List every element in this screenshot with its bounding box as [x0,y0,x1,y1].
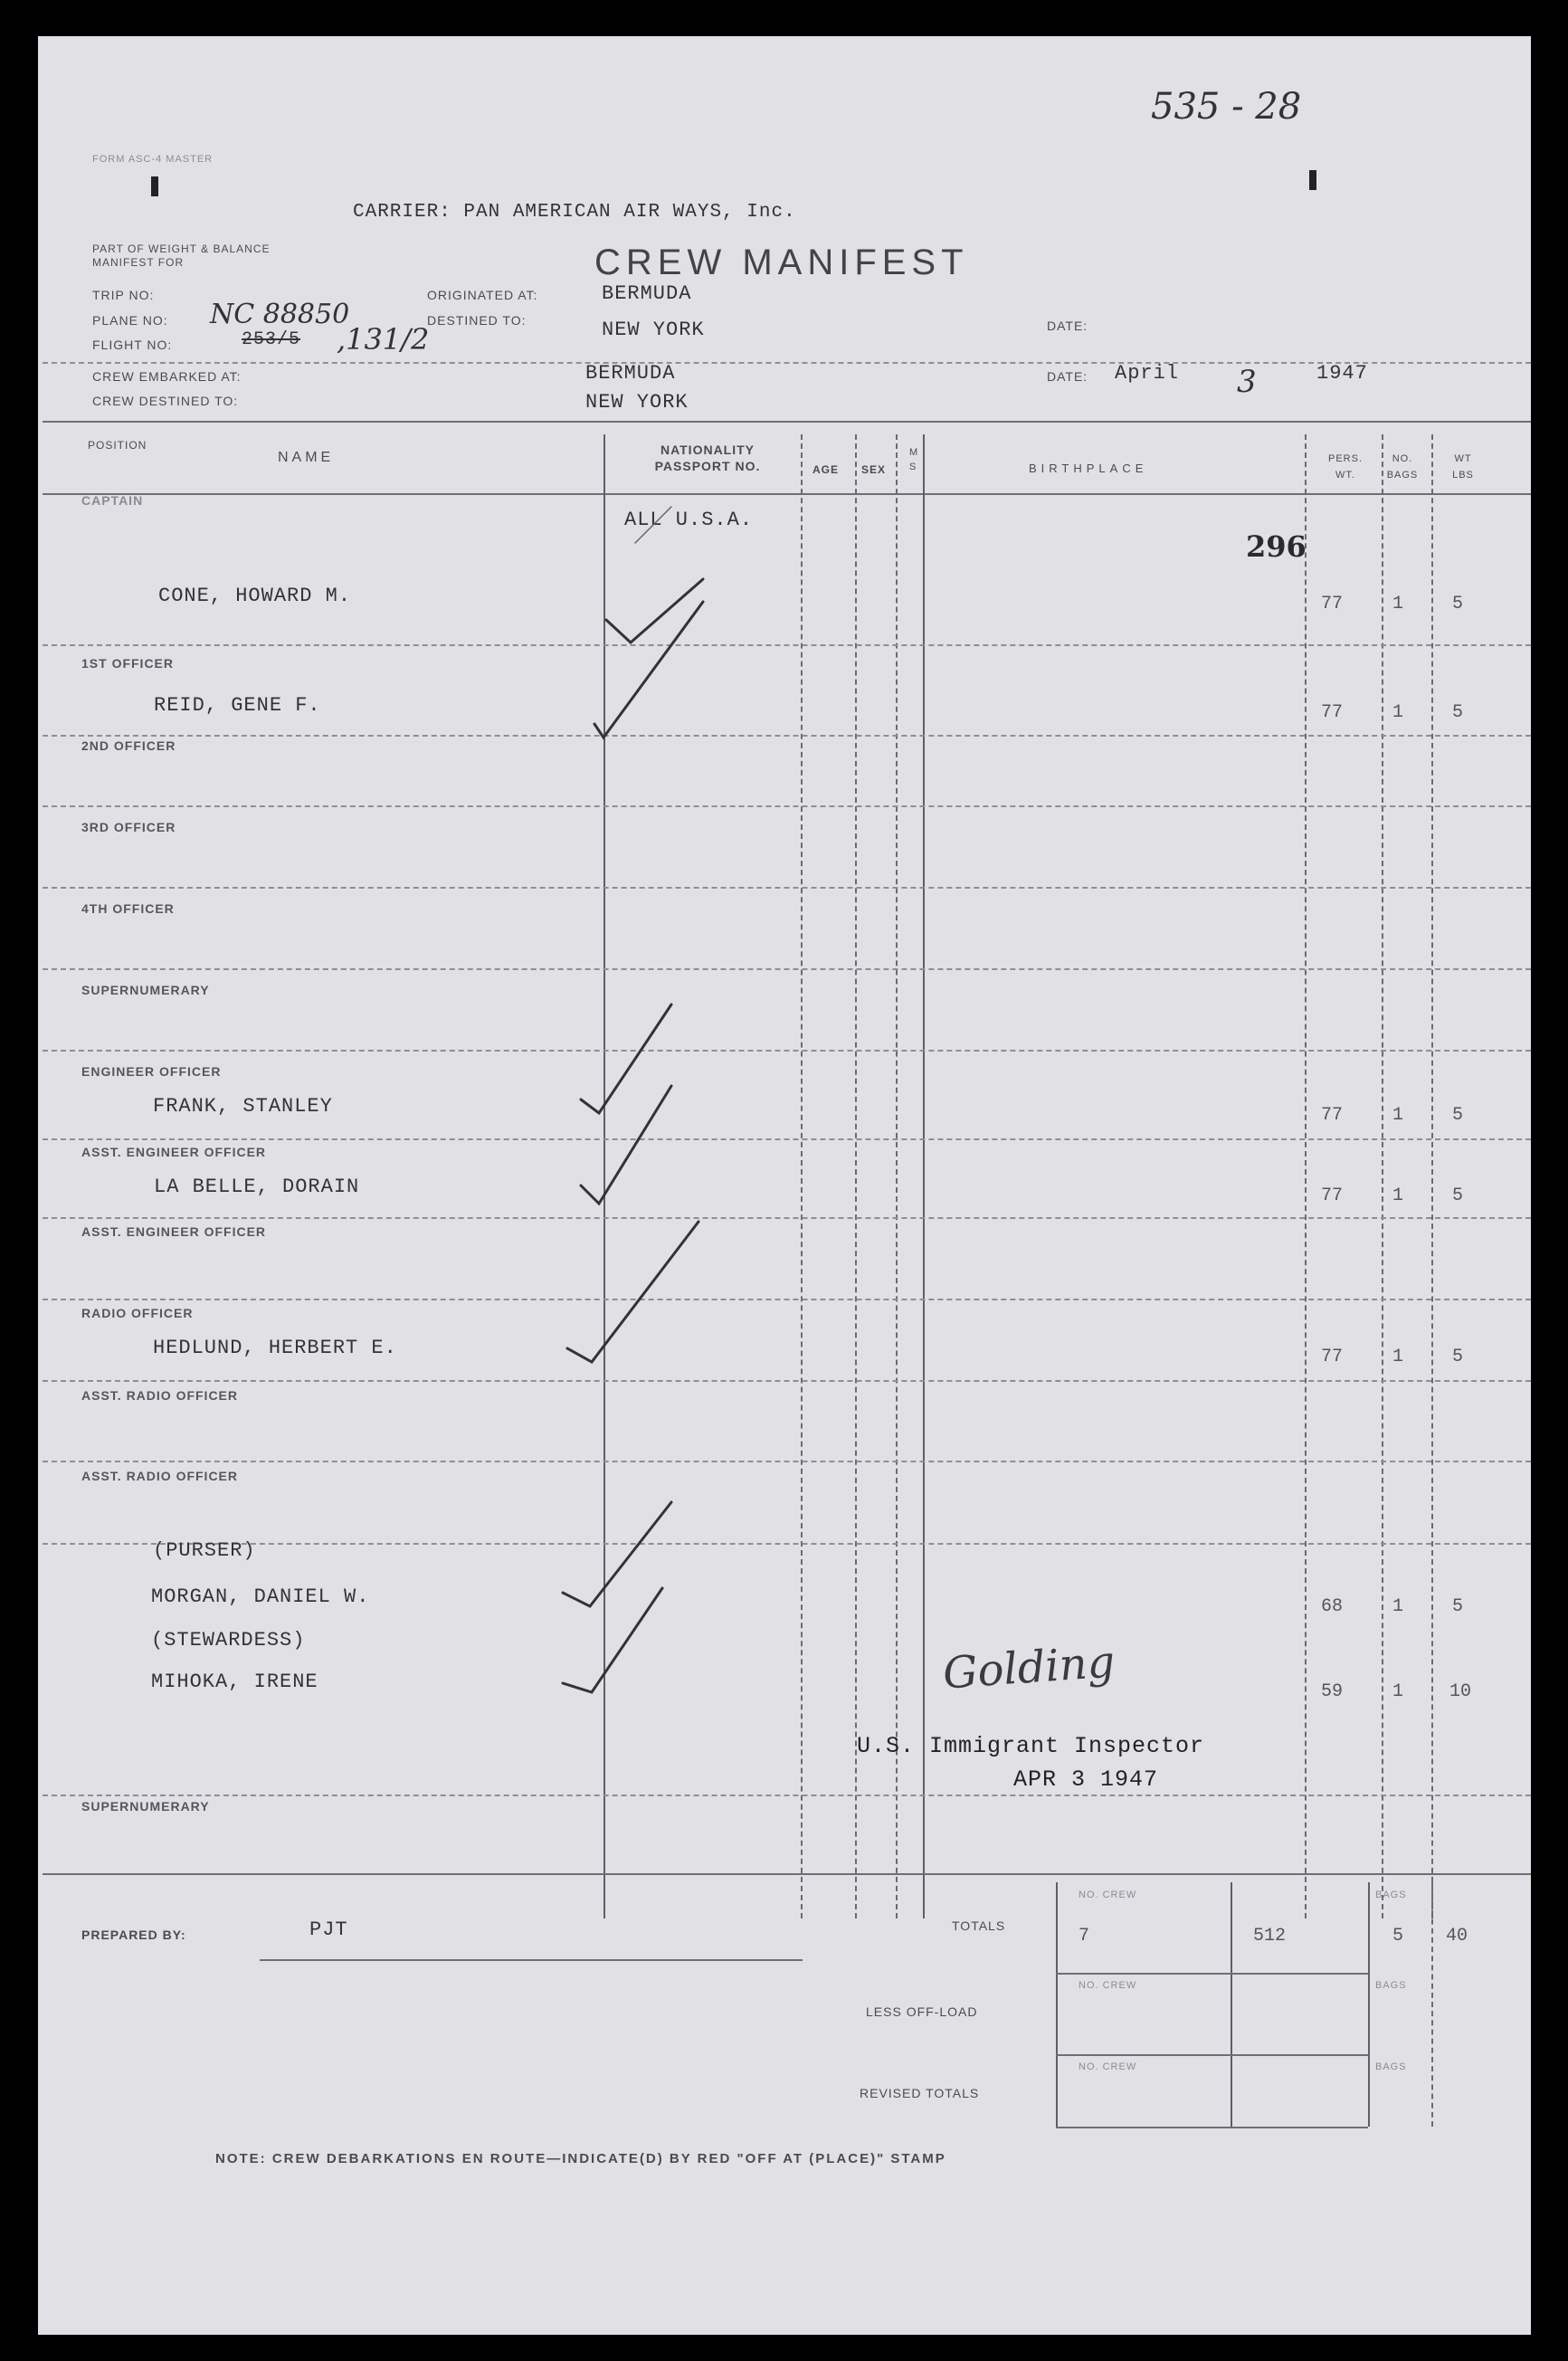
destined-value: NEW YORK [602,319,705,341]
punch-mark-right [1309,170,1316,190]
section-asst-engineer-1: ASST. ENGINEER OFFICER [81,1145,267,1159]
crew-embarked-label: CREW EMBARKED AT: [92,369,242,384]
row-divider-13 [43,1795,1531,1796]
crew-bags-2: 1 [1392,702,1404,723]
section-third-officer: 3RD OFFICER [81,820,176,834]
crew-name-6: MORGAN, DANIEL W. [151,1585,370,1608]
row-divider-3 [43,805,1531,807]
crew-name-5: HEDLUND, HERBERT E. [153,1337,397,1359]
col-bag-wt: WT LBS [1452,453,1474,481]
header-divider-1 [43,362,1531,364]
section-radio-officer: RADIO OFFICER [81,1306,194,1320]
col-ms: M S [909,447,919,472]
crew-wt-3: 77 [1321,1105,1344,1126]
totals-row-divider-1 [1056,1973,1368,1975]
totals-bags-value: 5 [1392,1926,1404,1947]
section-asst-radio-1: ASST. RADIO OFFICER [81,1388,239,1403]
totals-bags-label: BAGS [1375,1890,1407,1900]
col-divider-birthplace [1305,434,1307,1918]
revised-bags-label: BAGS [1375,2061,1407,2072]
col-no-bags: NO. BAGS [1386,453,1419,481]
crew-bagwt-1: 5 [1452,594,1464,614]
crew-bagwt-5: 5 [1452,1347,1464,1367]
totals-crew-value: 7 [1079,1926,1090,1947]
row-divider-10 [43,1380,1531,1382]
prepared-by-value: PJT [309,1918,348,1941]
crew-bags-6: 1 [1392,1596,1404,1617]
crew-name-1: CONE, HOWARD M. [158,585,352,607]
crew-destined-label: CREW DESTINED TO: [92,394,239,408]
section-first-officer: 1ST OFFICER [81,656,175,671]
col-divider-wt [1382,434,1383,1918]
col-divider-sex [896,434,898,1918]
date2-day: 3 [1237,364,1257,400]
check-mark-stewardess [563,1588,662,1692]
crew-wt-1: 77 [1321,594,1344,614]
date-label: DATE: [1047,319,1088,333]
crew-wt-6: 68 [1321,1596,1344,1617]
totals-wt-value: 512 [1253,1926,1287,1947]
row-divider-9 [43,1299,1531,1300]
punch-mark-left [151,176,158,196]
check-mark-captain [606,579,703,643]
table-bottom-rule [43,1873,1531,1875]
prepared-by-label: PREPARED BY: [81,1928,186,1942]
crew-role-7: (STEWARDESS) [151,1629,306,1652]
crew-wt-5: 77 [1321,1347,1344,1367]
crew-bagwt-7: 10 [1449,1681,1472,1702]
crew-bags-7: 1 [1392,1681,1404,1702]
check-mark-purser [563,1502,671,1606]
flight-no-struck: 253/5 [242,329,301,350]
crew-role-6: (PURSER) [153,1539,256,1562]
crew-wt-2: 77 [1321,702,1344,723]
crew-bags-1: 1 [1392,594,1404,614]
crew-bags-4: 1 [1392,1185,1404,1206]
crew-bags-5: 1 [1392,1347,1404,1367]
col-name: NAME [278,450,335,465]
section-captain: CAPTAIN [81,493,144,508]
crew-destined-value: NEW YORK [585,391,689,414]
offload-bags-label: BAGS [1375,1980,1407,1991]
col-sex: SEX [861,463,887,476]
section-fourth-officer: 4TH OFFICER [81,901,175,916]
col-divider-bags [1431,434,1433,1918]
page-title: CREW MANIFEST [594,243,969,282]
check-mark-asst-engineer [581,1086,671,1204]
footer-note: NOTE: CREW DEBARKATIONS EN ROUTE—INDICATE(D) BY RED "OFF AT (PLACE)" STAMP [215,2151,946,2166]
originated-value: BERMUDA [602,282,692,305]
nationality-all: ALL U.S.A. [624,509,754,531]
plane-no-value: NC 88850 [210,299,350,330]
totals-row-divider-3 [1056,2127,1368,2128]
crew-name-2: REID, GENE F. [154,694,321,717]
row-divider-11 [43,1461,1531,1462]
col-birthplace: BIRTHPLACE [1029,462,1148,475]
col-divider-nationality [801,434,803,1918]
inspector-signature: Golding [941,1636,1117,1699]
prepared-by-underline [260,1959,803,1961]
row-divider-6 [43,1050,1531,1052]
totals-box-left [1056,1882,1058,2127]
totals-row-divider-2 [1056,2054,1368,2056]
crew-name-7: MIHOKA, IRENE [151,1671,318,1693]
flight-no-value: ,131/2 [337,322,430,357]
crew-bagwt-3: 5 [1452,1105,1464,1126]
totals-crew-label: NO. CREW [1079,1890,1137,1900]
row-divider-12 [43,1543,1531,1545]
row-divider-7 [43,1138,1531,1140]
date2-month: April [1115,362,1180,385]
row-divider-4 [43,887,1531,889]
stamp-number: 296 [1246,529,1307,564]
flight-no-label: FLIGHT NO: [92,338,173,352]
crew-wt-7: 59 [1321,1681,1344,1702]
header-divider-2 [43,421,1531,423]
row-divider-2 [43,735,1531,737]
check-mark-radio [567,1222,698,1362]
section-engineer-officer: ENGINEER OFFICER [81,1064,222,1079]
crew-name-4: LA BELLE, DORAIN [154,1176,360,1198]
handwritten-number: 535 - 28 [1151,86,1302,128]
crew-wt-4: 77 [1321,1185,1344,1206]
crew-bags-3: 1 [1392,1105,1404,1126]
col-divider-name [603,434,605,1918]
crew-embarked-value: BERMUDA [585,362,676,385]
date2-year: 1947 [1316,362,1368,385]
crew-bagwt-6: 5 [1452,1596,1464,1617]
inspector-stamp-date: APR 3 1947 [1013,1766,1159,1793]
section-second-officer: 2ND OFFICER [81,738,176,753]
col-pers-wt: PERS. WT. [1327,453,1363,481]
destined-label: DESTINED TO: [427,313,527,328]
row-divider-5 [43,968,1531,970]
column-header-divider [43,493,1531,495]
crew-name-3: FRANK, STANLEY [153,1095,333,1118]
section-asst-engineer-2: ASST. ENGINEER OFFICER [81,1224,267,1239]
plane-no-label: PLANE NO: [92,313,168,328]
manifest-sheet [38,36,1531,2335]
crew-bagwt-4: 5 [1452,1185,1464,1206]
section-asst-radio-2: ASST. RADIO OFFICER [81,1469,239,1483]
col-divider-ms [923,434,925,1918]
col-position: POSITION [88,439,147,452]
less-offload-label: LESS OFF-LOAD [866,2004,978,2019]
totals-box-mid [1231,1882,1232,2127]
totals-label: TOTALS [952,1918,1006,1933]
check-mark-first-officer [594,602,703,738]
check-mark-engineer [581,1004,671,1113]
offload-crew-label: NO. CREW [1079,1980,1137,1991]
inspector-stamp-title: U.S. Immigrant Inspector [857,1733,1205,1759]
revised-totals-label: REVISED TOTALS [860,2086,980,2100]
part-of-weight-label: PART OF WEIGHT & BALANCE MANIFEST FOR [92,243,271,269]
form-number: FORM ASC-4 MASTER [92,154,214,165]
col-nationality: NATIONALITY PASSPORT NO. [654,443,761,473]
crew-bagwt-2: 5 [1452,702,1464,723]
originated-label: ORIGINATED AT: [427,288,538,302]
col-divider-age [855,434,857,1918]
trip-no-label: TRIP NO: [92,288,155,302]
date2-label: DATE: [1047,369,1088,384]
section-supernumerary: SUPERNUMERARY [81,983,210,997]
row-divider-1 [43,644,1531,646]
totals-box-bags [1368,1882,1370,2127]
totals-box-bagwt [1431,1882,1433,2127]
row-divider-8 [43,1217,1531,1219]
section-supernumerary-2: SUPERNUMERARY [81,1799,210,1814]
totals-bagwt-value: 40 [1446,1926,1468,1947]
carrier-line: CARRIER: PAN AMERICAN AIR WAYS, Inc. [353,202,796,223]
revised-crew-label: NO. CREW [1079,2061,1137,2072]
col-age: AGE [813,463,840,476]
